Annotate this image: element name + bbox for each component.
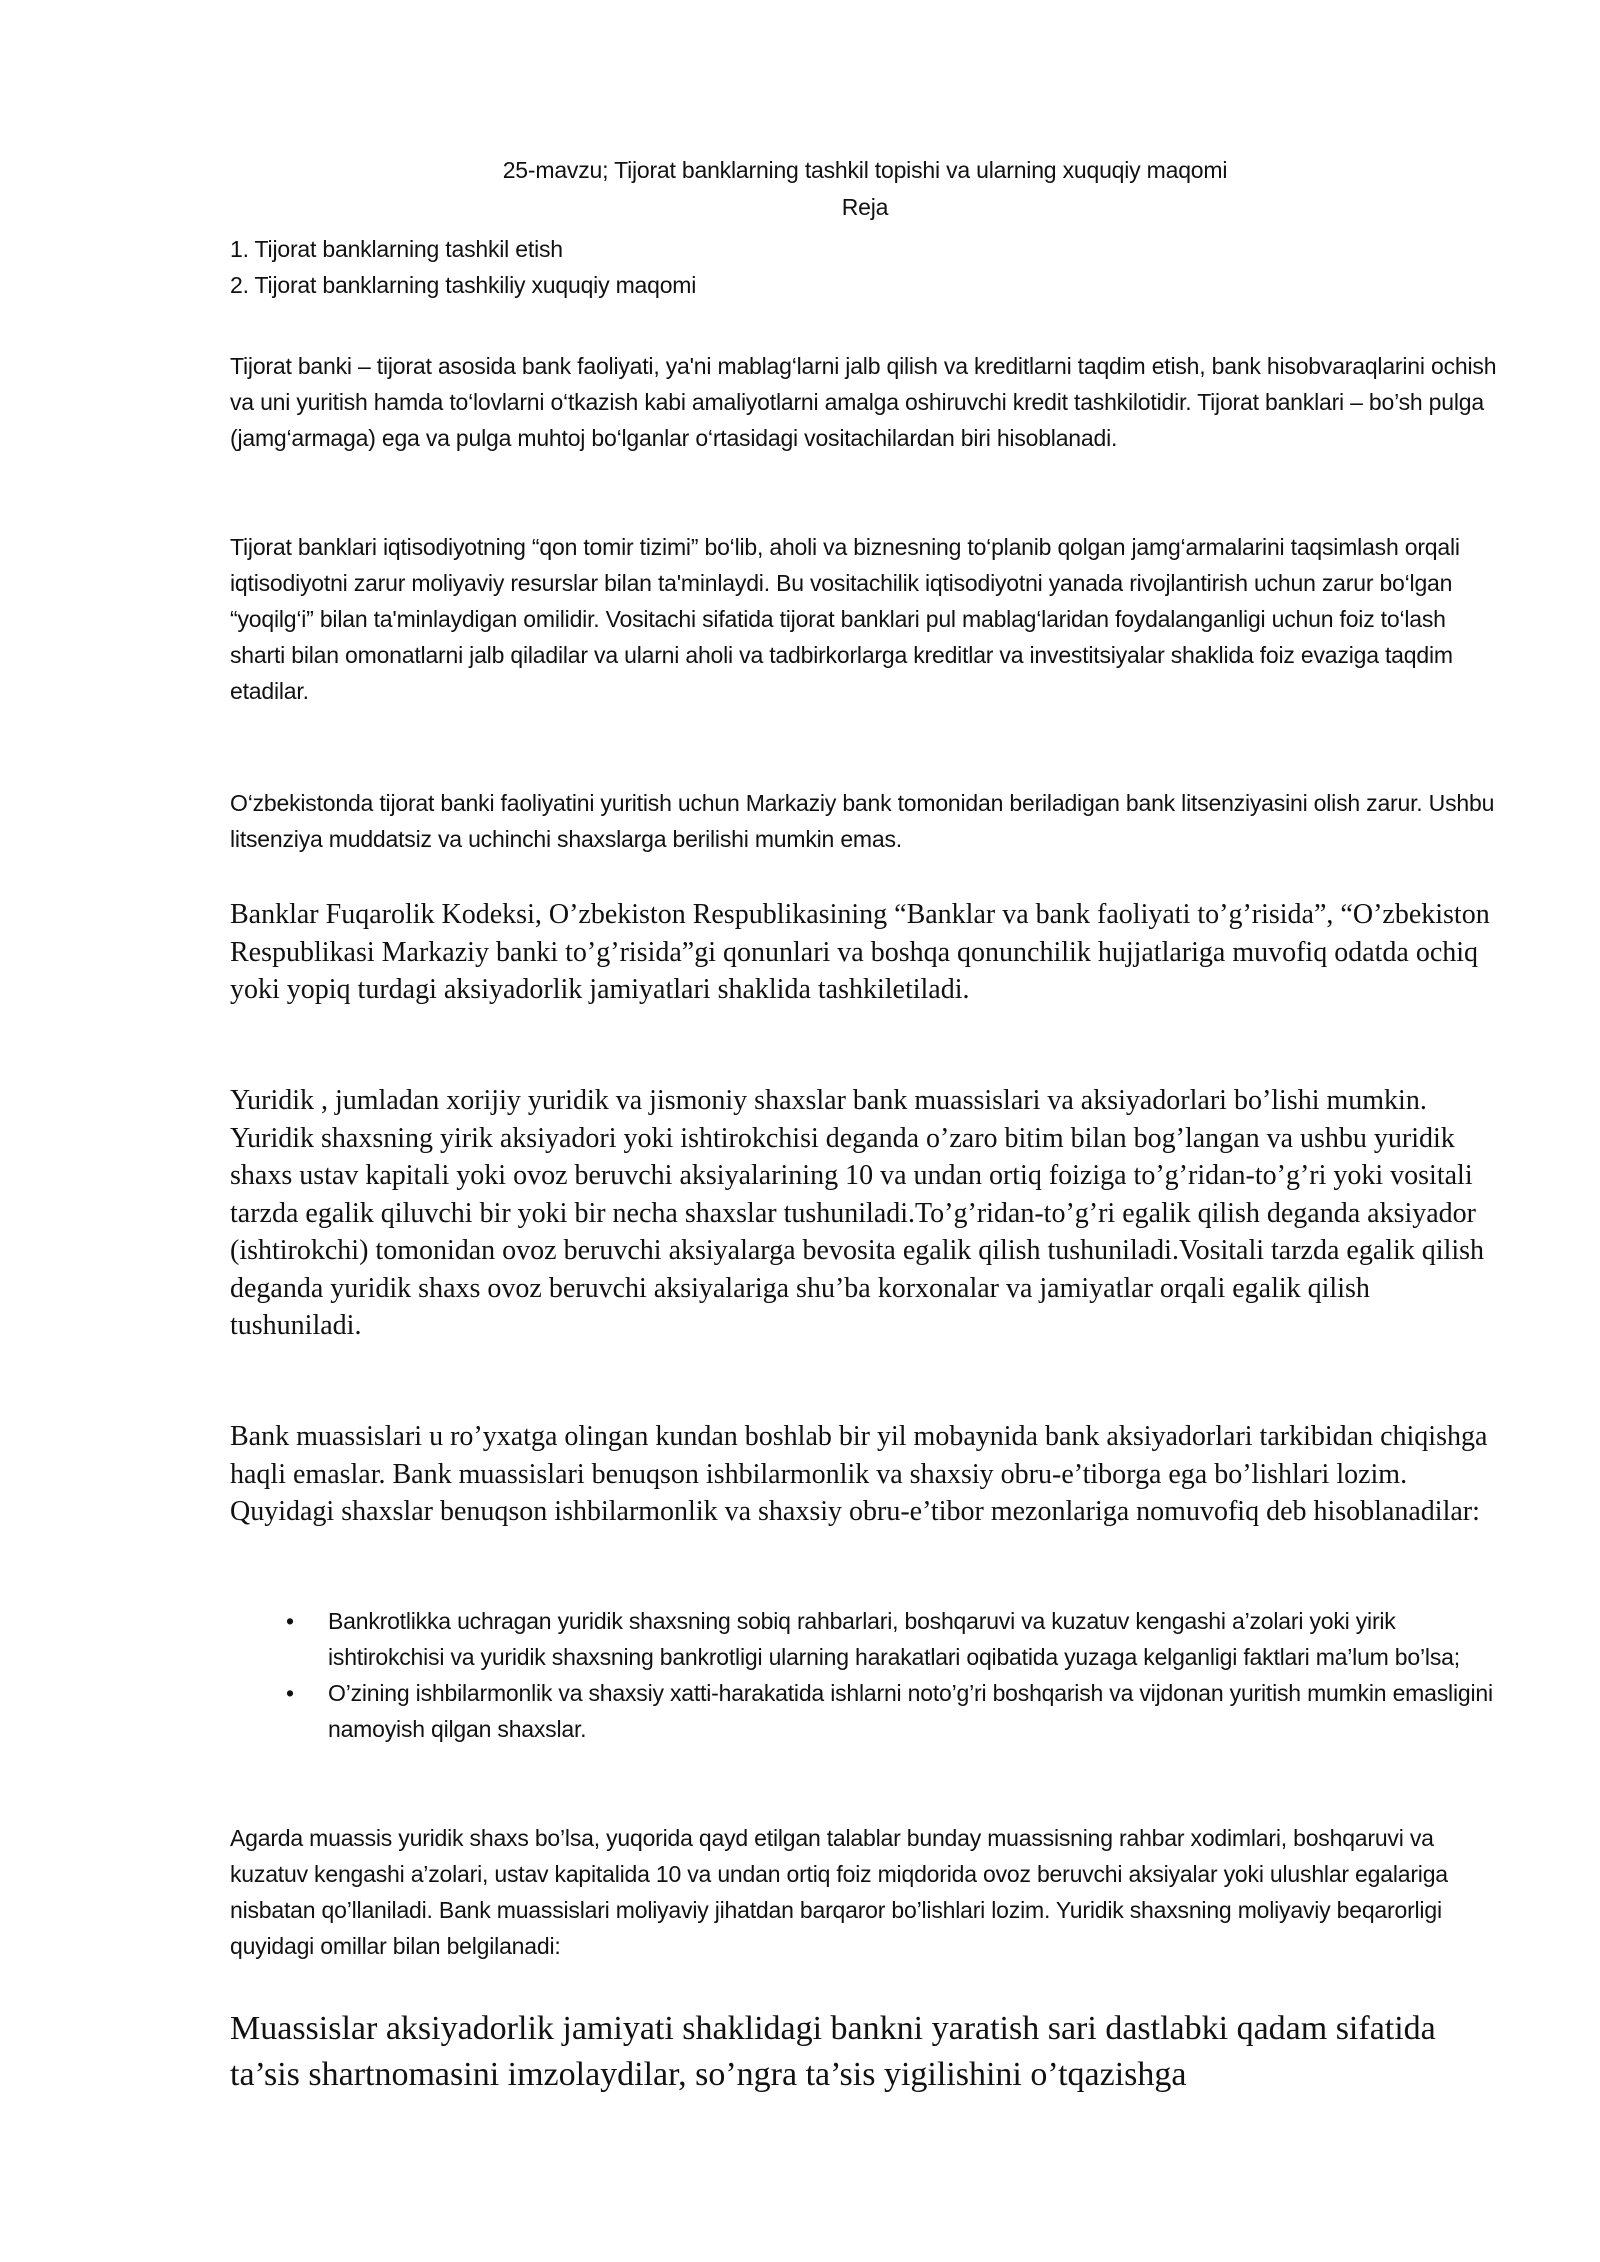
list-item xyxy=(230,1603,1500,1675)
list-item-text: Bankrotlikka uchragan yuridik shaxsning sobiq rahbarlari, boshqaruvi va kuzatuv kengashi a’zolari yoki yirik ishtirokchisi va yuridik shaxsning bankrotligi ularning harakatlari oqibatida yuzaga kelganligi faktlari ma’lum bo’lsa; xyxy=(328,1608,1460,1670)
plan-item: 2. Tijorat banklarning tashkiliy xuquqiy maqomi xyxy=(230,272,697,298)
paragraph-licensing: O‘zbekistonda tijorat banki faoliyatini yuritish uchun Markaziy bank tomonidan beriladigan bank litsenziyasini olish zarur. Ushbu litsenziya muddatsiz va uchinchi shaxslarga berilishi mumkin emas. xyxy=(230,790,1495,852)
document-title: 25-mavzu; Tijorat banklarning tashkil topishi va ularning xuquqiy maqomi xyxy=(502,157,1228,183)
bullet-icon: • xyxy=(286,1608,294,1634)
criteria-list xyxy=(230,1603,1500,1747)
list-item xyxy=(230,1675,1500,1747)
paragraph-bank-role: Tijorat banklari iqtisodiyotning “qon tomir tizimi” bo‘lib, aholi va biznesning to‘planib qolgan jamg‘armalarini taqsimlash orqali iqtisodiyotni zarur moliyaviy resurslar bilan ta'minlaydi. Bu vositachilik iqtisodiyotni yanada rivojlantirish uchun zarur bo‘lgan “yoqilg‘i” bilan ta'minlaydigan omilidir. Vositachi sifatida tijorat banklari pul mablag‘laridan foydalanganligi uchun foiz to‘lash sharti bilan omonatlarni jalb qiladilar va ularni aholi va tadbirkorlarga kreditlar va investitsiyalar shaklida foiz evaziga taqdim etadilar. xyxy=(230,534,1460,704)
list-item-text: O’zining ishbilarmonlik va shaxsiy xatti-harakatida ishlarni noto’g’ri boshqarish va vijdonan yuritish mumkin emasligini namoyish qilgan shaxslar. xyxy=(328,1680,1493,1742)
paragraph-bank-definition: Tijorat banki – tijorat asosida bank faoliyati, ya'ni mablag‘larni jalb qilish va kreditlarni taqdim etish, bank hisobvaraqlarini ochish va uni yuritish hamda to‘lovlarni o‘tkazish kabi amaliyotlarni amalga oshiruvchi kredit tashkilotidir. Tijorat banklari – bo’sh pulga (jamg‘armaga) ega va pulga muhtoj bo‘lganlar o‘rtasidagi vositachilardan biri hisoblanadi. xyxy=(230,353,1497,451)
bullet-icon: • xyxy=(286,1680,294,1706)
paragraph-founder-obligations: Bank muassislari u ro’yxatga olingan kundan boshlab bir yil mobaynida bank aksiyadorlari tarkibidan chiqishga haqli emaslar. Bank muassislari benuqson ishbilarmonlik va shaxsiy obru-e’tiborga ega bo’lishlari lozim. Quyidagi shaxslar benuqson ishbilarmonlik va shaxsiy obru-e’tibor mezonlariga nomuvofiq deb hisoblanadilar: xyxy=(230,1421,1488,1527)
plan-heading: Reja xyxy=(841,194,889,220)
plan-item: 1. Tijorat banklarning tashkil etish xyxy=(230,236,563,262)
paragraph-founding-agreement: Muassislar aksiyadorlik jamiyati shaklidagi bankni yaratish sari dastlabki qadam sifatida ta’sis shartnomasini imzolaydilar, so’ngra ta’sis yigilishini o’tqazishga xyxy=(230,2010,1436,2093)
paragraph-founders: Yuridik , jumladan xorijiy yuridik va jismoniy shaxslar bank muassislari va aksiyadorlari bo’lishi mumkin. Yuridik shaxsning yirik aksiyadori yoki ishtirokchisi deganda o’zaro bitim bilan bog’langan va ushbu yuridik shaxs ustav kapitali yoki ovoz beruvchi aksiyalarining 10 va undan ortiq foiziga to’g’ridan-to’g’ri yoki vositali tarzda egalik qiluvchi bir yoki bir necha shaxslar tushuniladi.To’g’ridan-to’g’ri egalik qilish deganda aksiyador (ishtirokchi) tomonidan ovoz beruvchi aksiyalarga bevosita egalik qilish tushuniladi.Vositali tarzda egalik qilish deganda yuridik shaxs ovoz beruvchi aksiyalariga shu’ba korxonalar va jamiyatlar orqali egalik qilish tushuniladi. xyxy=(230,1085,1485,1341)
paragraph-legal-entity-founder: Agarda muassis yuridik shaxs bo’lsa, yuqorida qayd etilgan talablar bunday muassisning rahbar xodimlari, boshqaruvi va kuzatuv kengashi a’zolari, ustav kapitalida 10 va undan ortiq foiz miqdorida ovoz beruvchi aksiyalar yoki ulushlar egalariga nisbatan qo’llaniladi. Bank muassislari moliyaviy jihatdan barqaror bo’lishlari lozim. Yuridik shaxsning moliyaviy beqarorligi quyidagi omillar bilan belgilanadi: xyxy=(230,1825,1448,1959)
paragraph-legal-form: Banklar Fuqarolik Kodeksi, O’zbekiston Respublikasining “Banklar va bank faoliyati to’g’risida”, “O’zbekiston Respublikasi Markaziy banki to’g’risida”gi qonunlari va boshqa qonunchilik hujjatlariga muvofiq odatda ochiq yoki yopiq turdagi aksiyadorlik jamiyatlari shaklida tashkiletiladi. xyxy=(230,899,1490,1005)
